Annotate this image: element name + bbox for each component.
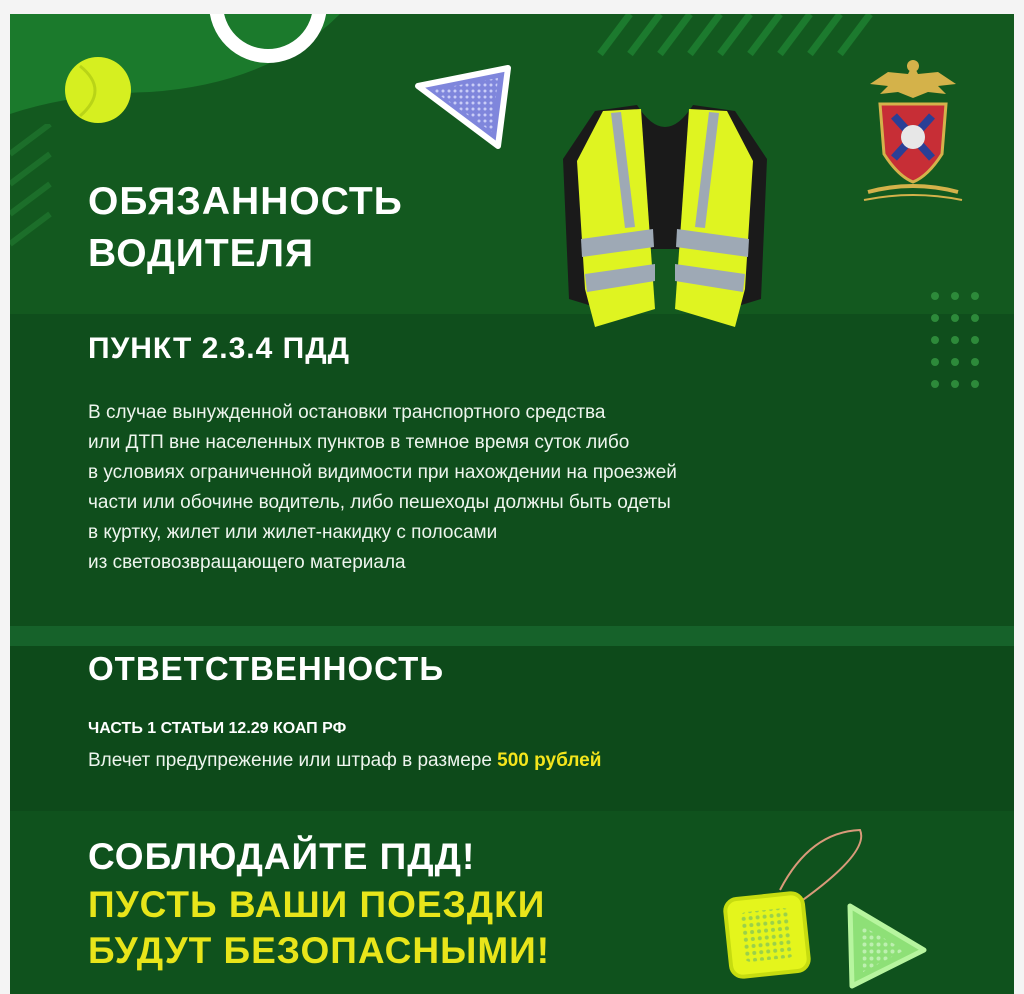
rule-text-line: в условиях ограниченной видимости при нахождении на проезжей bbox=[88, 462, 677, 483]
penalty-description: Влечет предупрежение или штраф в размере bbox=[88, 750, 498, 771]
title-line-2: ВОДИТЕЛЯ bbox=[88, 232, 315, 275]
reflective-vest-icon bbox=[555, 99, 775, 349]
page-title bbox=[88, 176, 403, 280]
decorative-stripes bbox=[590, 14, 890, 64]
cta-heading: СОБЛЮДАЙТЕ ПДД! bbox=[88, 836, 476, 877]
rule-text-line: из световозвращающего материала bbox=[88, 552, 406, 573]
decorative-shapes bbox=[10, 14, 370, 164]
title-line-1: ОБЯЗАННОСТЬ bbox=[88, 180, 403, 223]
rule-text-line: в куртку, жилет или жилет-накидку с полосами bbox=[88, 522, 498, 543]
rule-text bbox=[88, 398, 677, 578]
reflector-keychain-icon bbox=[700, 822, 930, 994]
decorative-dot-grid bbox=[925, 286, 995, 396]
police-emblem-icon bbox=[858, 54, 968, 214]
rule-text-line: В случае вынужденной остановки транспортного средства bbox=[88, 402, 606, 423]
cta-slogan-line-1: ПУСТЬ ВАШИ ПОЕЗДКИ bbox=[88, 884, 546, 925]
reflector-triangle-icon bbox=[410, 64, 520, 154]
penalty-amount: 500 рублей bbox=[497, 750, 602, 771]
rule-text-line: части или обочине водитель, либо пешеходы должны быть одеты bbox=[88, 492, 671, 513]
responsibility-heading: ОТВЕТСТВЕННОСТЬ bbox=[88, 650, 445, 687]
cta-slogan-line-2: БУДУТ БЕЗОПАСНЫМИ! bbox=[88, 930, 551, 971]
responsibility-band-highlight bbox=[10, 626, 1014, 646]
cta-slogan bbox=[88, 882, 550, 974]
rule-heading: ПУНКТ 2.3.4 ПДД bbox=[88, 332, 350, 365]
decorative-stripes-left bbox=[10, 124, 60, 274]
article-reference: ЧАСТЬ 1 СТАТЬИ 12.29 КОАП РФ bbox=[88, 720, 347, 737]
penalty-text bbox=[88, 750, 601, 772]
poster bbox=[10, 14, 1014, 994]
rule-text-line: или ДТП вне населенных пунктов в темное время суток либо bbox=[88, 432, 630, 453]
